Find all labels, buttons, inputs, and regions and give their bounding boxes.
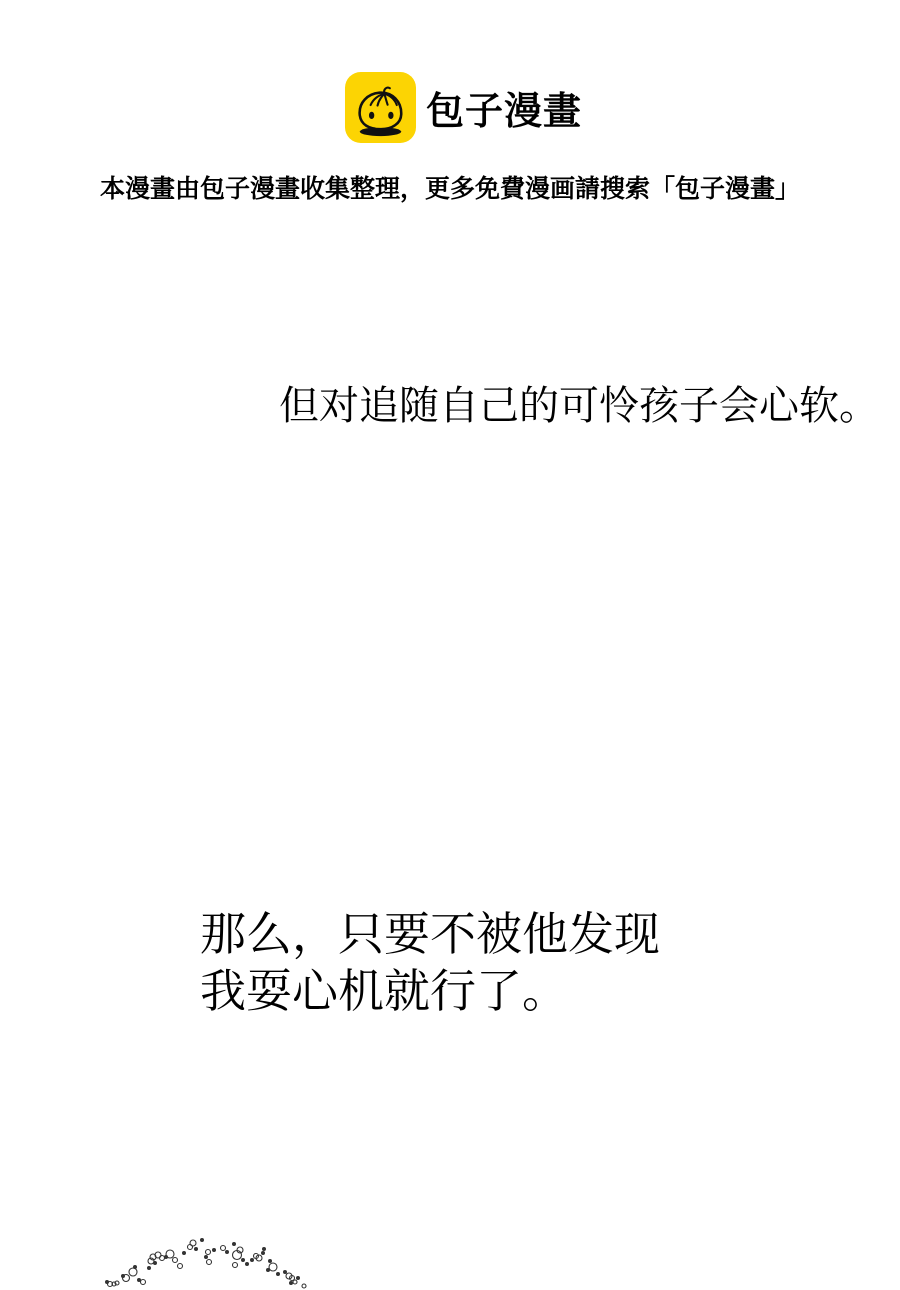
brand-name: 包子漫畫 xyxy=(426,90,583,133)
narration-caption-1: 但对追随自己的可怜孩子会心软。 xyxy=(279,383,879,428)
bubbles-decoration xyxy=(100,1235,315,1290)
credit-tagline: 本漫畫由包子漫畫收集整理，更多免費漫画請搜索「包子漫畫」 xyxy=(99,175,800,203)
baozi-bun-icon xyxy=(344,71,417,144)
brand-logo xyxy=(344,70,582,144)
narration-caption-2-line-2: 我耍心机就行了。 xyxy=(200,966,568,1017)
narration-caption-2 xyxy=(200,906,660,1020)
narration-caption-2-line-1: 那么，只要不被他发现 xyxy=(200,909,660,960)
